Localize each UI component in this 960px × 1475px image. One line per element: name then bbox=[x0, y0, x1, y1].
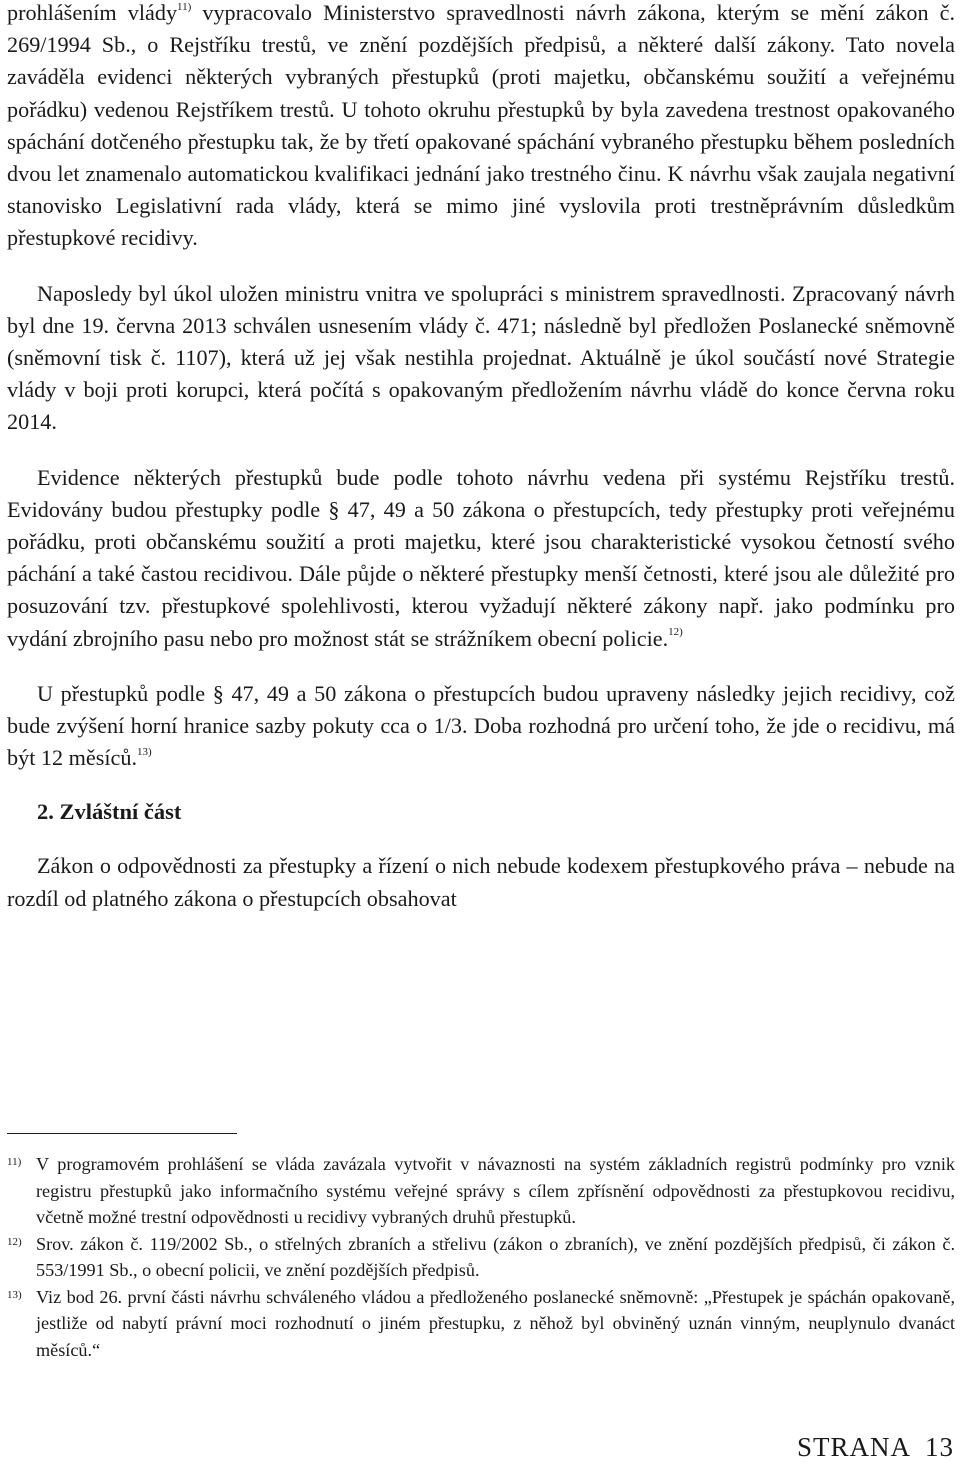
paragraph-4-text: U přestupků podle § 47, 49 a 50 zákona o přestupcích budou upraveny následky jejich recidivy, což bude zvýšení horní hranice sazby pokuty cca o 1/3. Doba rozhodná pro určení toho, že jde o recidivu, má být 12 měsíců. bbox=[7, 680, 955, 771]
paragraph-3 bbox=[7, 462, 955, 655]
footnote-number: 11) bbox=[7, 1156, 22, 1168]
footnote-12 bbox=[7, 1231, 955, 1284]
paragraph-1-text-b: vypracovalo Ministerstvo spravedlnosti návrh zákona, kterým se mění zákon č. 269/1994 Sb., o Rejstříku trestů, ve znění pozdějších předpisů, a některé další zákony. Tato novela zaváděla evidenci některých vybraných přestupků (proti majetku, občanskému soužití a veřejnému pořádku) vedenou Rejstříkem trestů. U tohoto okruhu přestupků by byla zavedena trestnost opakovaného spáchání dotčeného přestupku tak, že by třetí opakované spáchání vybraného přestupku během posledních dvou let znamenalo automatickou kvalifikaci jednání jako trestného činu. K návrhu však zaujala negativní stanovisko Legislativní rada vlády, která se mimo jiné vyslovila proti trestněprávním důsledkům přestupkové recidivy. bbox=[7, 0, 955, 251]
paragraph-1-text-a: prohlášením vlády bbox=[7, 0, 178, 25]
main-text bbox=[7, 0, 955, 915]
footnotes bbox=[7, 1151, 955, 1363]
paragraph-1 bbox=[7, 0, 955, 255]
section-heading: 2. Zvláštní část bbox=[37, 799, 182, 825]
footnote-ref-12[interactable]: 12) bbox=[668, 626, 683, 639]
paragraph-4 bbox=[7, 678, 955, 775]
footnote-number: 13) bbox=[7, 1288, 22, 1301]
footnote-number: 12) bbox=[7, 1235, 22, 1248]
footnote-13 bbox=[7, 1284, 955, 1364]
footnote-text: Viz bod 26. první části návrhu schváleného vládou a předloženého poslanecké sněmovně: „Přestupek je spáchán opakovaně, jestliže od nabytí právní moci rozhodnutí o jiném přestupku, z něhož byl obviněný uznán vinným, neuplynulo dvanáct měsíců.“ bbox=[36, 1286, 955, 1360]
footnote-text: V programovém prohlášení se vláda zavázala vytvořit v návaznosti na systém základních registrů podmínky pro vznik registru přestupků jako informačního systému veřejné správy s cílem zpřísnění odpovědnosti za přestupkovou recidivu, včetně možné trestní odpovědnosti u recidivy vybraných druhů přestupků. bbox=[36, 1154, 955, 1227]
footnote-divider bbox=[7, 1133, 237, 1134]
paragraph-3-text: Evidence některých přestupků bude podle tohoto návrhu vedena při systému Rejstříku trestů. Evidovány budou přestupky podle § 47, 49 a 50 zákona o přestupcích, tedy přestupky proti veřejnému pořádku, proti občanskému soužití a proti majetku, které jsou charakteristické vysokou četností svého páchání a také častou recidivou. Dále půjde o některé přestupky menší četnosti, které jsou ale důležité pro posuzování tzv. přestupkové spolehlivosti, kterou vyžadují některé zákony např. jako podmínku pro vydání zbrojního pasu nebo pro možnost stát se strážníkem obecní policie. bbox=[7, 464, 955, 651]
footnote-11 bbox=[7, 1151, 955, 1231]
footnote-ref-11[interactable]: 11) bbox=[177, 0, 192, 13]
footnote-ref-13[interactable]: 13) bbox=[137, 745, 152, 758]
paragraph-5: Zákon o odpovědnosti za přestupky a řízení o nich nebude kodexem přestupkového práva – nebude na rozdíl od platného zákona o přestupcích obsahovat bbox=[7, 853, 955, 911]
paragraph-2: Naposledy byl úkol uložen ministru vnitra ve spolupráci s ministrem spravedlnosti. Zpracovaný návrh byl dne 19. června 2013 schválen usnesením vlády č. 471; následně byl předložen Poslanecké sněmovně (sněmovní tisk č. 1107), která už jej však nestihla projednat. Aktuálně je úkol součástí nové Strategie vlády v boji proti korupci, která počítá s opakovaným předložením návrhu vládě do konce června roku 2014. bbox=[7, 280, 955, 435]
page-number: 13 bbox=[925, 1432, 954, 1462]
page-footer bbox=[797, 1432, 954, 1463]
footnote-text: Srov. zákon č. 119/2002 Sb., o střelných zbraních a střelivu (zákon o zbraních), ve znění pozdějších předpisů, či zákon č. 553/1991 Sb., o obecní policii, ve znění pozdějších předpisů. bbox=[36, 1233, 955, 1280]
page-label: STRANA bbox=[796, 1432, 910, 1462]
